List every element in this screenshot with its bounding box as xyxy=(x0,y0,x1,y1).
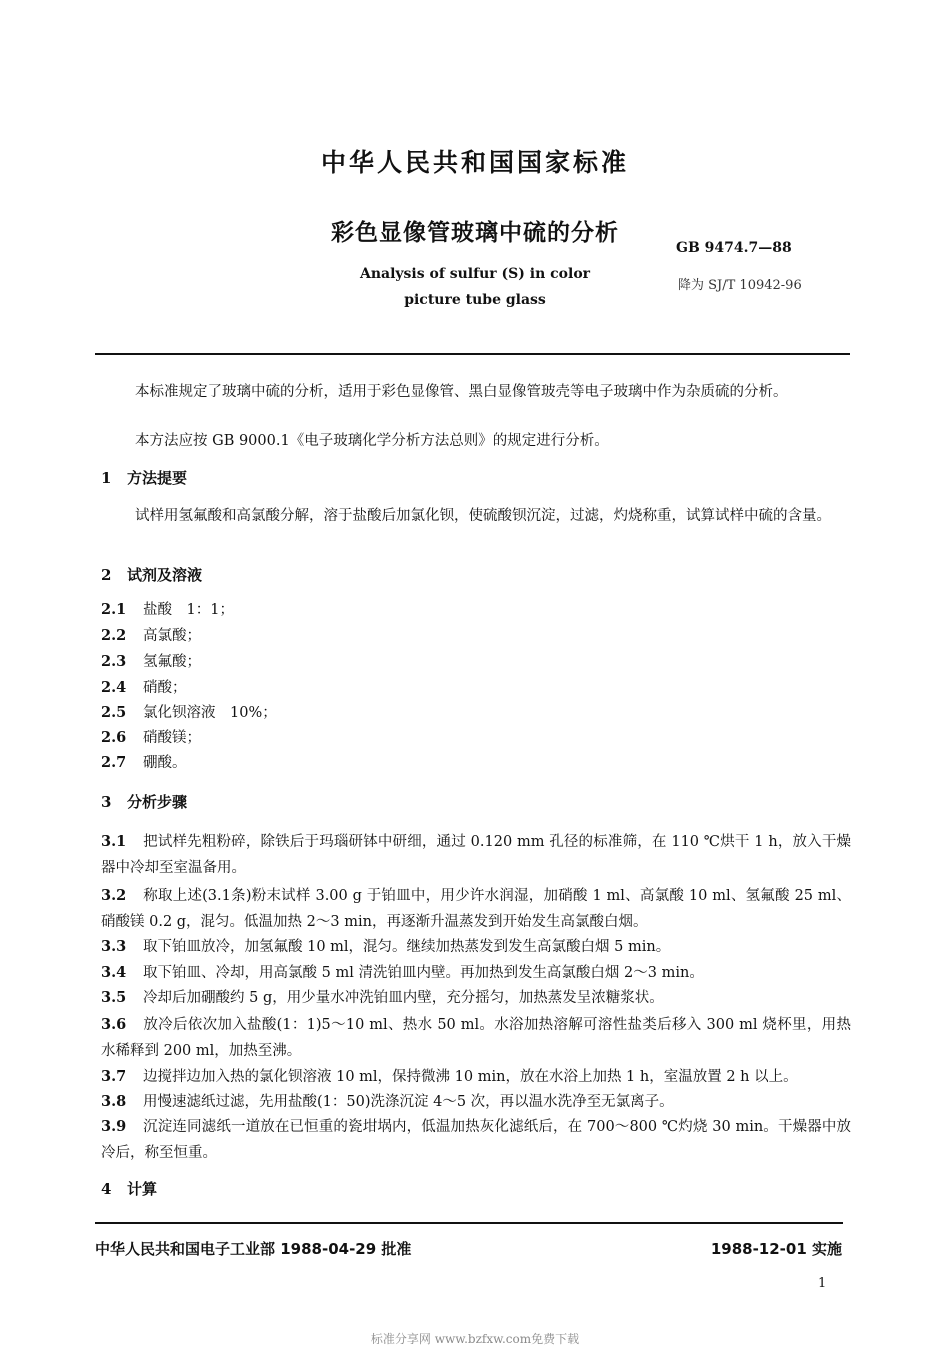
header-divider xyxy=(95,353,850,355)
step-text: 把试样先粗粉碎，除铁后于玛瑙研钵中研细，通过 0.120 mm 孔径的标准筛，在 110 ℃烘干 1 h，放入干燥器中冷却至室温备用。 xyxy=(101,834,851,876)
section-2-number: 2 xyxy=(101,566,112,584)
step-text: 冷却后加硼酸约 5 g，用少量水冲洗铂皿内壁，充分摇匀，加热蒸发呈浓糖浆状。 xyxy=(143,990,664,1006)
procedure-step xyxy=(101,1064,851,1090)
intro-paragraph-2 xyxy=(101,430,851,453)
section-3-title: 分析步骤 xyxy=(127,793,188,811)
procedure-step xyxy=(101,934,851,960)
procedure-step xyxy=(101,1114,851,1166)
intro-text-1: 本标准规定了玻璃中硫的分析，适用于彩色显像管、黑白显像管玻壳等电子玻璃中作为杂质硫的分析。 xyxy=(135,384,788,400)
step-number: 3.4 xyxy=(101,964,127,981)
section-1-text xyxy=(101,505,851,528)
step-number: 3.5 xyxy=(101,989,127,1006)
document-title: 彩色显像管玻璃中硫的分析 xyxy=(331,219,619,246)
procedure-step xyxy=(101,1012,851,1064)
reagent-number: 2.3 xyxy=(101,653,127,670)
reagent-text: 盐酸 1：1； xyxy=(143,602,234,618)
reagent-item xyxy=(101,624,201,645)
step-number: 3.3 xyxy=(101,938,127,955)
procedure-step xyxy=(101,1089,851,1115)
reagent-item xyxy=(101,726,201,747)
effective-date: 1988-12-01 实施 xyxy=(710,1240,842,1258)
section-3-number: 3 xyxy=(101,793,112,811)
reagent-number: 2.1 xyxy=(101,601,127,618)
step-number: 3.6 xyxy=(101,1016,127,1033)
approval-line: 中华人民共和国电子工业部 1988-04-29 批准 xyxy=(95,1240,412,1258)
section-2-heading xyxy=(101,564,202,585)
step-text: 放冷后依次加入盐酸(1：1)5～10 ml、热水 50 ml。水浴加热溶解可溶性盐类后移入 300 ml 烧杯里，用热水稀释到 200 ml，加热至沸。 xyxy=(101,1017,851,1059)
reagent-text: 氢氟酸； xyxy=(143,654,201,670)
step-text: 沉淀连同滤纸一道放在已恒重的瓷坩埚内，低温加热灰化滤纸后，在 700～800 ℃灼烧 30 min。干燥器中放冷后，称至恒重。 xyxy=(101,1119,851,1161)
reagent-item xyxy=(101,701,277,722)
footer-divider xyxy=(95,1222,843,1224)
reagent-item xyxy=(101,598,234,619)
step-text: 取下铂皿、冷却，用高氯酸 5 ml 清洗铂皿内壁。再加热到发生高氯酸白烟 2～3 min。 xyxy=(143,965,704,981)
section-1-body: 试样用氢氟酸和高氯酸分解，溶于盐酸后加氯化钡，使硫酸钡沉淀，过滤，灼烧称重，试算试样中硫的含量。 xyxy=(135,508,831,524)
step-number: 3.1 xyxy=(101,833,127,850)
reagent-number: 2.2 xyxy=(101,627,127,644)
step-text: 边搅拌边加入热的氯化钡溶液 10 ml，保持微沸 10 min，放在水浴上加热 1 h，室温放置 2 h 以上。 xyxy=(143,1069,798,1085)
procedure-step xyxy=(101,829,851,881)
section-1-number: 1 xyxy=(101,469,112,487)
section-2-title: 试剂及溶液 xyxy=(127,566,203,584)
national-standard-header: 中华人民共和国国家标准 xyxy=(320,148,629,177)
reagent-number: 2.6 xyxy=(101,729,127,746)
reagent-item xyxy=(101,751,187,772)
reagent-item xyxy=(101,650,201,671)
step-text: 用慢速滤纸过滤，先用盐酸(1：50)洗涤沉淀 4～5 次，再以温水洗净至无氯离子。 xyxy=(143,1094,674,1110)
step-number: 3.2 xyxy=(101,887,127,904)
reagent-number: 2.4 xyxy=(101,679,127,696)
section-1-title: 方法提要 xyxy=(127,469,188,487)
section-4-title: 计算 xyxy=(127,1180,158,1198)
page-number: 1 xyxy=(818,1276,827,1291)
reagent-text: 高氯酸； xyxy=(143,628,201,644)
step-number: 3.9 xyxy=(101,1118,127,1135)
step-text: 取下铂皿放冷，加氢氟酸 10 ml，混匀。继续加热蒸发到发生高氯酸白烟 5 min。 xyxy=(143,939,671,955)
standard-number: GB 9474.7—88 xyxy=(676,240,792,256)
section-3-heading xyxy=(101,791,187,812)
step-text: 称取上述(3.1条)粉末试样 3.00 g 于铂皿中，用少许水润湿，加硝酸 1 ml、高氯酸 10 ml、氢氟酸 25 ml、硝酸镁 0.2 g，混匀。低温加热 2～3 min，再逐渐升温蒸发到开始发生高氯酸白烟。 xyxy=(101,888,851,930)
procedure-step xyxy=(101,883,851,935)
reagent-text: 硝酸镁； xyxy=(143,730,201,746)
step-number: 3.8 xyxy=(101,1093,127,1110)
intro-text-2: 本方法应按 GB 9000.1《电子玻璃化学分析方法总则》的规定进行分析。 xyxy=(135,433,609,449)
reagent-text: 硝酸； xyxy=(143,680,187,696)
english-title-line-2: picture tube glass xyxy=(404,292,546,308)
section-1-heading xyxy=(101,467,187,488)
procedure-step xyxy=(101,985,851,1011)
watermark: 标准分享网 www.bzfxw.com免费下载 xyxy=(370,1332,580,1346)
intro-paragraph-1 xyxy=(101,381,851,404)
english-title-line-1: Analysis of sulfur (S) in color xyxy=(359,266,591,282)
reagent-number: 2.5 xyxy=(101,704,127,721)
replaced-by-note: 降为 SJ/T 10942-96 xyxy=(678,278,802,293)
reagent-item xyxy=(101,676,187,697)
reagent-number: 2.7 xyxy=(101,754,127,771)
reagent-text: 氯化钡溶液 10%； xyxy=(143,705,277,721)
step-number: 3.7 xyxy=(101,1068,127,1085)
section-4-heading xyxy=(101,1178,157,1199)
section-4-number: 4 xyxy=(101,1180,112,1198)
procedure-step xyxy=(101,960,851,986)
reagent-text: 硼酸。 xyxy=(143,755,187,771)
